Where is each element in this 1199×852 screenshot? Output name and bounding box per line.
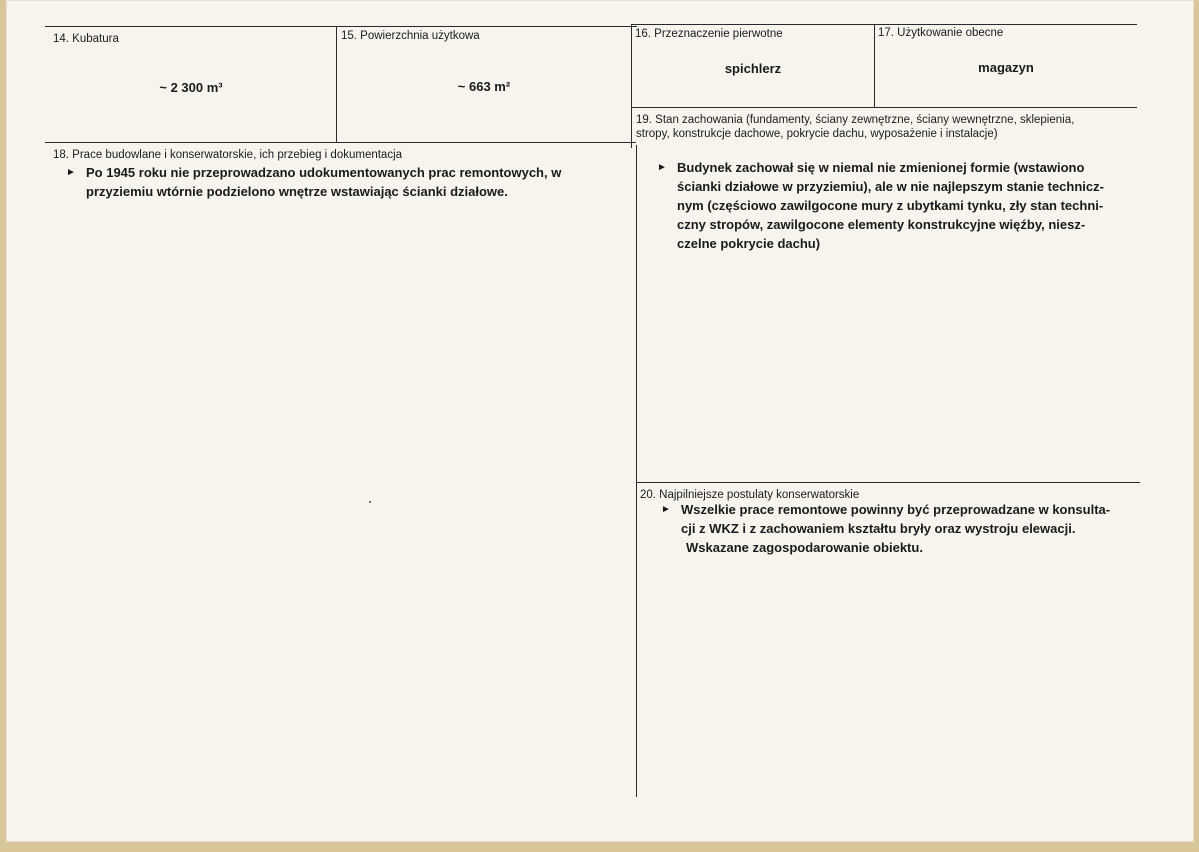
divider-15-16	[631, 24, 632, 148]
field-19-label	[636, 113, 1074, 141]
field-18-line: przyziemiu wtórnie podzielono wnętrze wstawiając ścianki działowe.	[86, 184, 508, 199]
field-19-text	[677, 158, 1137, 253]
speck	[369, 501, 371, 503]
field-16-label: 16. Przeznaczenie pierwotne	[635, 28, 783, 40]
field-17-value: magazyn	[978, 60, 1034, 75]
field-16-value: spichlerz	[724, 61, 782, 76]
field-19-line: Budynek zachował się w niemal nie zmienionej formie (wstawiono	[677, 160, 1085, 175]
field-19-line: ścianki działowe w przyziemiu), ale w nie najlepszym stanie technicz-	[677, 179, 1104, 194]
form-sheet	[6, 0, 1194, 842]
field-18-label: 18. Prace budowlane i konserwatorskie, ich przebieg i dokumentacja	[53, 149, 403, 161]
field-20-line: Wskazane zagospodarowanie obiektu.	[686, 540, 923, 555]
top-border-right	[631, 24, 1137, 25]
field-14-label: 14. Kubatura	[53, 33, 119, 45]
divider-19-20	[636, 482, 1140, 483]
field-19-bullet: ►	[657, 162, 667, 173]
field-20-label: 20. Najpilniejsze postulaty konserwatorskie	[640, 489, 860, 501]
top-border-left	[45, 26, 637, 27]
field-20-text	[681, 500, 1141, 557]
field-20-line: Wszelkie prace remontowe powinny być przeprowadzane w konsulta-	[681, 502, 1111, 517]
field-20-bullet: ►	[661, 504, 671, 515]
field-20-line: cji z WKZ i z zachowaniem kształtu bryły oraz wystroju elewacji.	[681, 521, 1076, 536]
field-18-bullet: ►	[66, 167, 76, 178]
field-15-value: ~ 663 m²	[457, 79, 511, 94]
field-19-line: nym (częściowo zawilgocone mury z ubytkami tynku, zły stan techni-	[677, 198, 1104, 213]
row-divider-left	[45, 142, 636, 143]
field-19-label-line: 19. Stan zachowania (fundamenty, ściany zewnętrzne, ściany wewnętrzne, sklepienia,	[636, 114, 1075, 126]
field-17-label: 17. Użytkowanie obecne	[878, 27, 1004, 39]
field-19-line: czelne pokrycie dachu)	[677, 236, 821, 251]
row-divider-right	[631, 107, 1137, 108]
field-14-value: ~ 2 300 m³	[159, 80, 223, 95]
field-19-label-line: stropy, konstrukcje dachowe, pokrycie dachu, wyposażenie i instalacje)	[636, 128, 998, 140]
center-divider	[636, 145, 637, 797]
field-15-label: 15. Powierzchnia użytkowa	[341, 30, 480, 42]
field-18-text	[86, 163, 631, 201]
field-19-line: czny stropów, zawilgocone elementy konstrukcyjne więźby, niesz-	[677, 217, 1086, 232]
field-18-line: Po 1945 roku nie przeprowadzano udokumentowanych prac remontowych, w	[86, 165, 562, 180]
